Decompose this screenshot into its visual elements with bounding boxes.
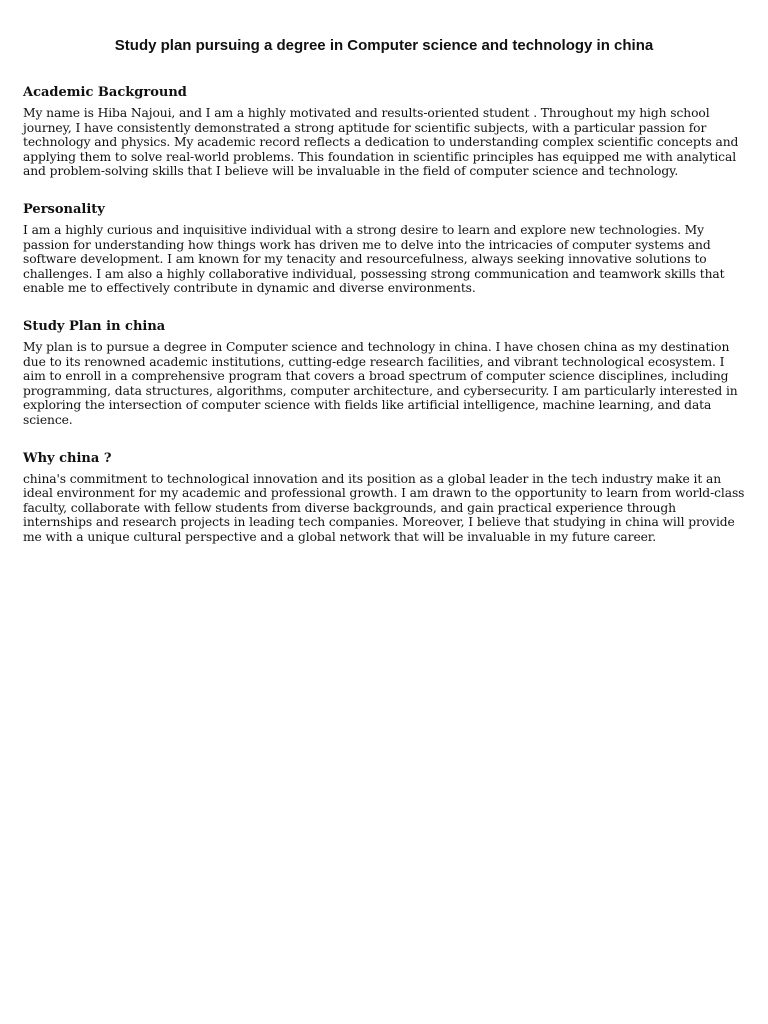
section-body: I am a highly curious and inquisitive individual with a strong desire to learn and explore new technologies. My passion for understanding how things work has driven me to delve into the intricacies of computer systems and software development. I am known for my tenacity and resourcefulness, always seeking innovative solutions to challenges. I am also a highly collaborative individual, possessing strong communication and teamwork skills that enable me to effectively contribute in dynamic and diverse environments. [23,222,725,296]
section-study-plan [23,318,747,428]
section-personality [23,201,747,296]
section-body: My name is Hiba Najoui, and I am a highly motivated and results-oriented student . Throughout my high school journey, I have consistently demonstrated a strong aptitude for scientific subjects, with a particular passion for technology and physics. My academic record reflects a dedication to understanding complex scientific concepts and applying them to solve real-world problems. This foundation in scientific principles has equipped me with analytical and problem-solving skills that I believe will be invaluable in the field of computer science and technology. [23,106,739,179]
section-body: My plan is to pursue a degree in Computer science and technology in china. I have chosen china as my destination due to its renowned academic institutions, cutting-edge research facilities, and vibrant technological ecosystem. I aim to enroll in a comprehensive program that covers a broad spectrum of computer science disciplines, including programming, data structures, algorithms, computer architecture, and cybersecurity. I am particularly interested in exploring the intersection of computer science with fields like artificial intelligence, machine learning, and data science. [23,339,738,427]
section-heading: Study Plan in china [23,318,166,334]
section-body: china's commitment to technological innovation and its position as a global leader in the tech industry make it an ideal environment for my academic and professional growth. I am drawn to the opportunity to learn from world-class faculty, collaborate with fellow students from diverse backgrounds, and gain practical experience through internships and research projects in leading tech companies. Moreover, I believe that studying in china will provide me with a unique cultural perspective and a global network that will be invaluable in my future career. [23,471,745,544]
document-title: Study plan pursuing a degree in Computer science and technology in china [114,37,654,54]
section-heading: Personality [23,201,105,217]
document-content [23,84,747,566]
section-why-china [23,450,747,545]
section-heading: Why china ? [23,450,112,466]
section-academic-background [23,84,747,179]
section-heading: Academic Background [23,85,187,100]
